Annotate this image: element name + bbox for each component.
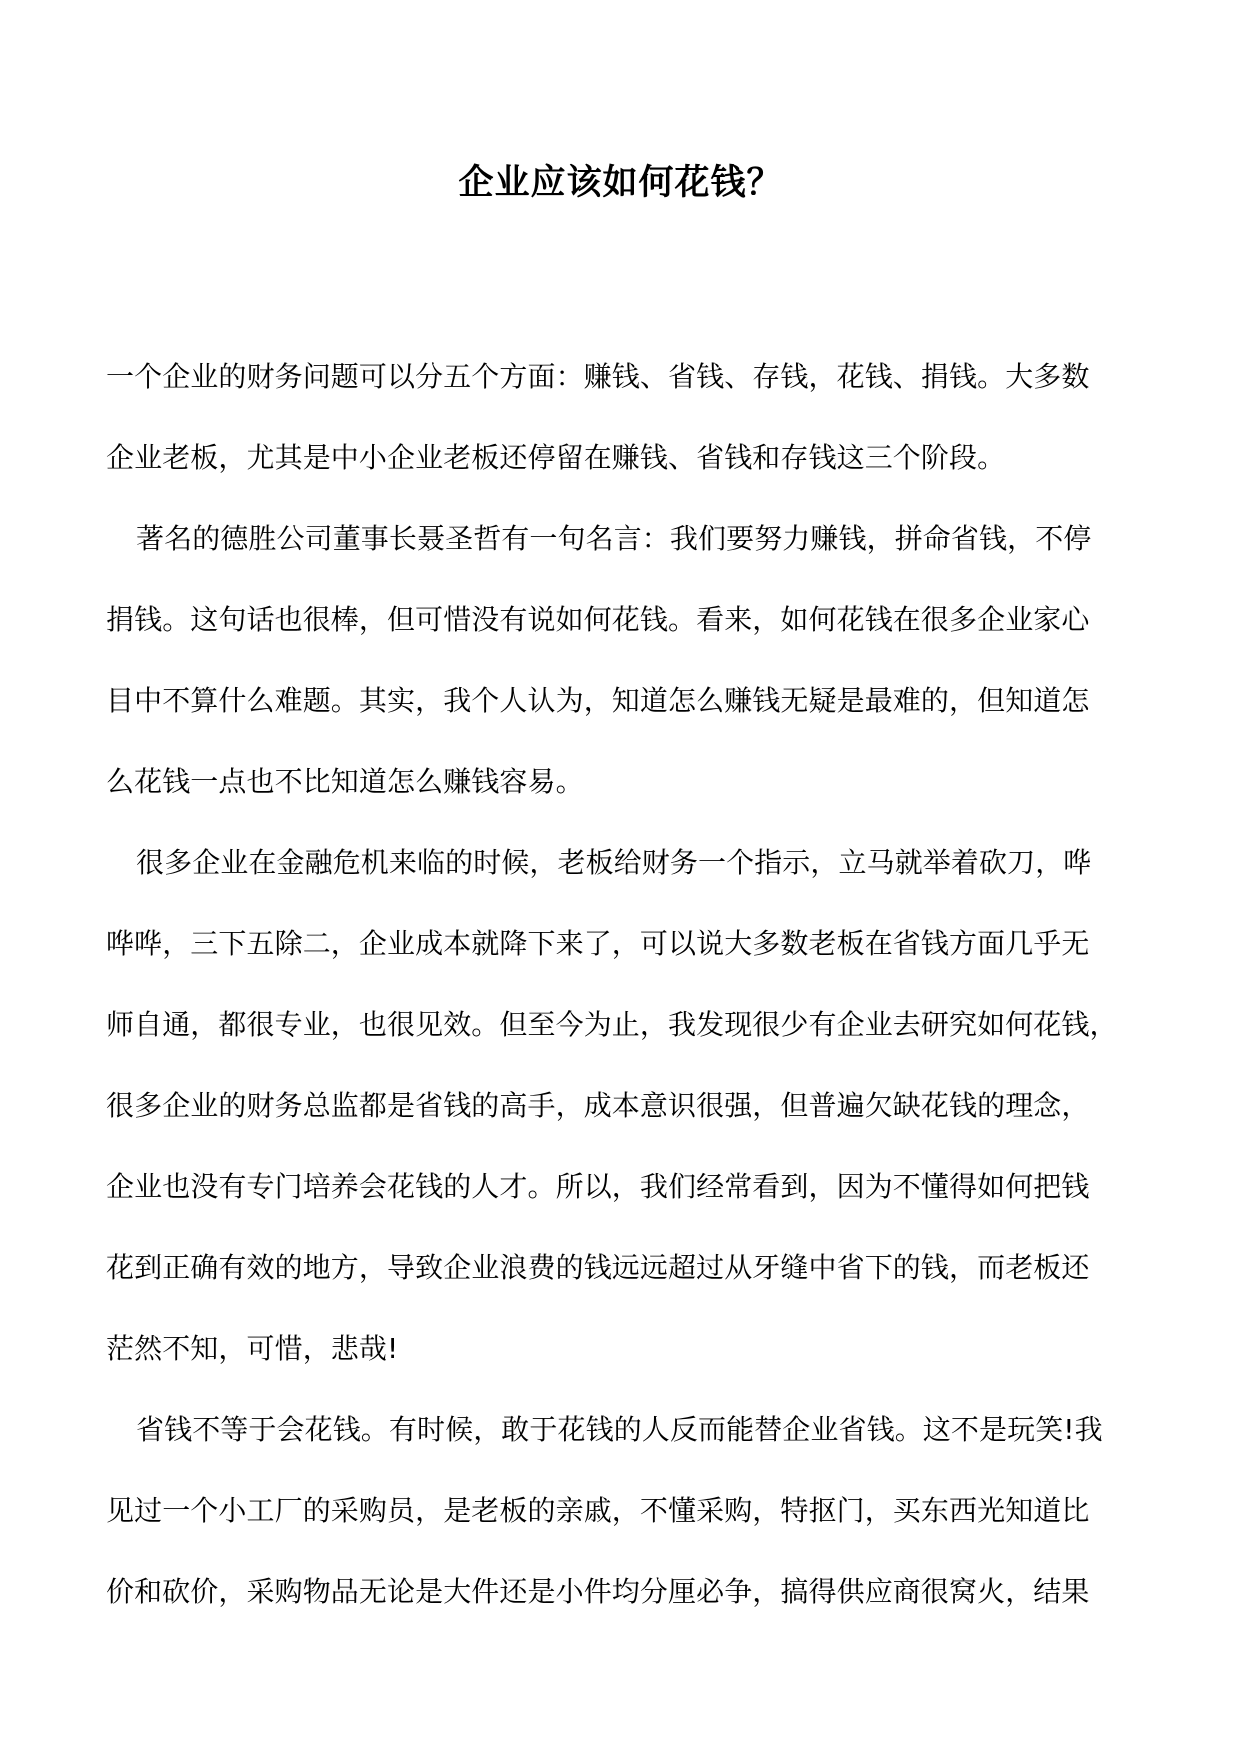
paragraph-3 bbox=[106, 822, 1136, 1389]
paragraph-4 bbox=[106, 1389, 1136, 1632]
document-body bbox=[106, 336, 1136, 1632]
paragraph-line: 哗哗，三下五除二，企业成本就降下来了，可以说大多数老板在省钱方面几乎无 bbox=[106, 927, 1090, 960]
paragraph-line: 目中不算什么难题。其实，我个人认为，知道怎么赚钱无疑是最难的，但知道怎 bbox=[106, 684, 1090, 717]
paragraph-line: 花到正确有效的地方，导致企业浪费的钱远远超过从牙缝中省下的钱，而老板还 bbox=[106, 1251, 1090, 1284]
paragraph-1 bbox=[106, 336, 1136, 498]
paragraph-2 bbox=[106, 498, 1136, 822]
paragraph-line: 著名的德胜公司董事长聂圣哲有一句名言：我们要努力赚钱，拼命省钱，不停 bbox=[136, 522, 1092, 555]
paragraph-line: 一个企业的财务问题可以分五个方面：赚钱、省钱、存钱，花钱、捐钱。大多数 bbox=[106, 360, 1090, 393]
paragraph-line: 价和砍价，采购物品无论是大件还是小件均分厘必争，搞得供应商很窝火，结果 bbox=[106, 1575, 1090, 1608]
paragraph-line: 企业老板，尤其是中小企业老板还停留在赚钱、省钱和存钱这三个阶段。 bbox=[106, 441, 1006, 474]
document-title: 企业应该如何花钱？ bbox=[458, 162, 783, 203]
paragraph-line: 捐钱。这句话也很棒，但可惜没有说如何花钱。看来，如何花钱在很多企业家心 bbox=[106, 603, 1090, 636]
paragraph-line: 很多企业的财务总监都是省钱的高手，成本意识很强，但普遍欠缺花钱的理念， bbox=[106, 1089, 1090, 1122]
paragraph-line: 么花钱一点也不比知道怎么赚钱容易。 bbox=[106, 765, 584, 798]
paragraph-line: 很多企业在金融危机来临的时候，老板给财务一个指示，立马就举着砍刀，哗 bbox=[136, 846, 1092, 879]
paragraph-line: 企业也没有专门培养会花钱的人才。所以，我们经常看到，因为不懂得如何把钱 bbox=[106, 1170, 1090, 1203]
paragraph-line: 师自通，都很专业，也很见效。但至今为止，我发现很少有企业去研究如何花钱， bbox=[106, 1008, 1118, 1041]
paragraph-line: 茫然不知，可惜，悲哉! bbox=[106, 1332, 399, 1365]
paragraph-line: 见过一个小工厂的采购员，是老板的亲戚，不懂采购，特抠门，买东西光知道比 bbox=[106, 1494, 1090, 1527]
paragraph-line: 省钱不等于会花钱。有时候，敢于花钱的人反而能替企业省钱。这不是玩笑!我 bbox=[136, 1413, 1103, 1446]
